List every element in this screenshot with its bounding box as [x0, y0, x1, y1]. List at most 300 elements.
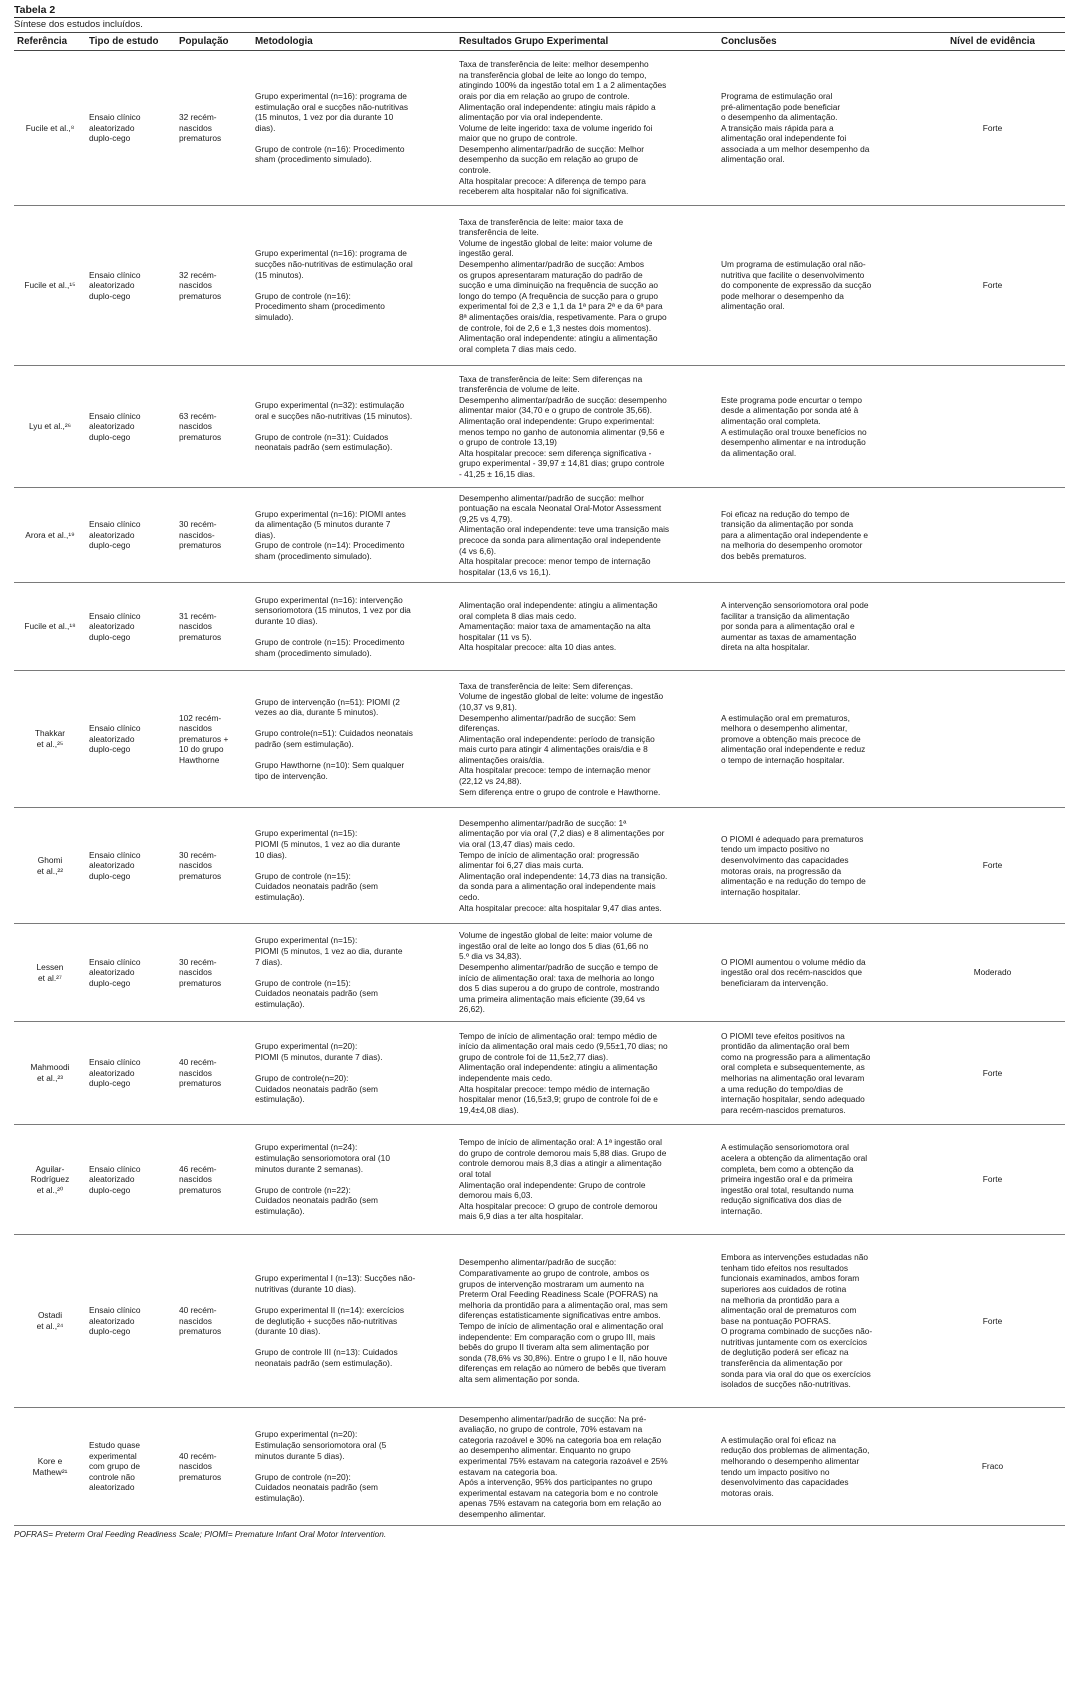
- cell-text-line: Ensaio clínico: [89, 1163, 141, 1174]
- cell-text-line: Grupo de controle (n=16): Procedimento: [255, 143, 405, 154]
- cell-text-line: Alimentação oral independente: atingiu a alimentação: [459, 333, 658, 344]
- cell-text-line: neonatais padrão (sem estimulação).: [255, 442, 393, 453]
- cell-text-line: alimentar maior (34,70 e o grupo de controle 35,66).: [459, 405, 652, 416]
- cell-text-line: nascidos: [179, 621, 212, 632]
- cell-text-line: desempenho alimentar.: [459, 1508, 546, 1519]
- cell-resultados: [456, 1235, 718, 1408]
- cell-text-line: Ensaio clínico: [89, 723, 141, 734]
- cell-text-line: Grupo experimental (n=32): estimulação: [255, 400, 405, 411]
- cell-text-line: redução dos problemas de alimentação,: [721, 1445, 870, 1456]
- cell-text-line: como na progressão para a alimentação: [721, 1051, 871, 1062]
- cell-text-line: aleatorizado: [89, 1174, 135, 1185]
- cell-text-line: [255, 750, 453, 761]
- cell-metodologia: [252, 51, 456, 206]
- cell-referencia: [14, 51, 86, 206]
- cell-text-line: alimentação oral de prematuros com: [721, 1305, 857, 1316]
- cell-text-line: prematuros: [179, 290, 222, 301]
- cell-text-line: sonda para via oral do que os exercícios: [721, 1368, 871, 1379]
- cell-nivel-evidencia: [920, 671, 1065, 808]
- cell-text-line: aleatorizado: [89, 1482, 135, 1493]
- cell-conclusoes: [718, 488, 920, 583]
- cell-text-line: Comparativamente ao grupo de controle, ambos os: [459, 1268, 650, 1279]
- cell-text-line: prematuros: [179, 1078, 222, 1089]
- cell-text-line: 32 recém-: [179, 112, 217, 123]
- cell-text-line: tendo um impacto positivo no: [721, 844, 830, 855]
- cell-tipo-estudo: [86, 671, 176, 808]
- cell-text-line: internação.: [721, 1205, 763, 1216]
- cell-text-line: alimentar foi 6,27 dias mais curta.: [459, 860, 584, 871]
- cell-text-line: Desempenho alimentar/padrão de sucção: Sem: [459, 712, 636, 723]
- cell-text-line: 10 dias).: [255, 849, 288, 860]
- cell-metodologia: [252, 206, 456, 366]
- cell-text-line: oral total: [459, 1168, 492, 1179]
- cell-text-line: cedo.: [459, 891, 480, 902]
- cell-text-line: Fucile et al.,¹⁸: [24, 621, 76, 632]
- cell-text-line: minutos durante 2 semanas).: [255, 1163, 364, 1174]
- cell-text-line: Alimentação oral independente: teve uma transição mais: [459, 524, 670, 535]
- cell-text-line: prematuros: [179, 631, 222, 642]
- cell-text-line: categoria razoável e 30% na categoria boa em relação: [459, 1434, 662, 1445]
- cell-text-line: Ensaio clínico: [89, 956, 141, 967]
- cell-text-line: oral completa 7 dias mais cedo.: [459, 343, 577, 354]
- cell-text-line: aumentar as taxas de amamentação: [721, 631, 857, 642]
- cell-text-line: orais por dia em relação ao grupo de controle.: [459, 90, 630, 101]
- cell-referencia: [14, 1022, 86, 1125]
- cell-text-line: 10 do grupo: [179, 744, 224, 755]
- cell-text-line: sucção e uma diminuição na frequência de sucção ao: [459, 280, 658, 291]
- cell-text-line: com grupo de: [89, 1461, 141, 1472]
- col-header-resultados: Resultados Grupo Experimental: [459, 36, 609, 47]
- cell-text-line: duplo-cego: [89, 870, 131, 881]
- cell-text-line: PIOMI (5 minutos, 1 vez ao dia durante: [255, 839, 401, 850]
- cell-text-line: Programa de estimulação oral: [721, 90, 833, 101]
- cell-text-line: Após a intervenção, 95% dos participantes no grupo: [459, 1477, 653, 1488]
- cell-text-line: (9,25 vs 4,79).: [459, 513, 513, 524]
- cell-populacao: [176, 51, 252, 206]
- table-row: [14, 1408, 1065, 1526]
- cell-text-line: experimental: [89, 1450, 137, 1461]
- cell-referencia: [14, 366, 86, 488]
- cell-text-line: Alta hospitalar precoce: alta 10 dias antes.: [459, 642, 617, 653]
- cell-text-line: [255, 1461, 453, 1472]
- cell-text-line: Desempenho alimentar/padrão de sucção: desempenho: [459, 394, 667, 405]
- cell-text-line: Ensaio clínico: [89, 410, 141, 421]
- cell-resultados: [456, 488, 718, 583]
- cell-text-line: superiores aos cuidados de rotina: [721, 1283, 847, 1294]
- cell-text-line: duplo-cego: [89, 631, 131, 642]
- cell-text-line: Cuidados neonatais padrão (sem: [255, 988, 378, 999]
- cell-text-line: diferenças estatisticamente significativas entre ambos.: [459, 1310, 661, 1321]
- cell-text-line: os grupos apresentaram maturação do padrão de: [459, 269, 643, 280]
- cell-text-line: et al.,²⁴: [36, 1321, 64, 1331]
- cell-text-line: pontuação na escala Neonatal Oral-Motor Assessment: [459, 503, 662, 514]
- cell-metodologia: [252, 808, 456, 924]
- table-row: [14, 1125, 1065, 1235]
- cell-text-line: apenas 75% estavam na categoria bom em relação ao: [459, 1498, 662, 1509]
- cell-text-line: 5.º dia vs 34,83).: [459, 951, 522, 962]
- cell-text-line: Foi eficaz na redução do tempo de: [721, 508, 850, 519]
- cell-text-line: longo do tempo (A frequência de sucção para o grupo: [459, 290, 658, 301]
- cell-text-line: (4 vs 6,6).: [459, 545, 497, 556]
- cell-text-line: grupo de controle foi de 11,5±2,77 dias).: [459, 1051, 609, 1062]
- cell-text-line: (durante 10 dias).: [255, 1326, 321, 1337]
- cell-text-line: Grupo de controle (n=16):: [255, 290, 351, 301]
- cell-text-line: Thakkar: [34, 728, 66, 739]
- cell-text-line: 8ª alimentações orais/dia, respetivamente. Para o grupo: [459, 311, 667, 322]
- cell-text-line: Ensaio clínico: [89, 1305, 141, 1316]
- cell-text-line: sham (procedimento simulado).: [255, 550, 372, 561]
- cell-text-line: 19,4±4,08 dias).: [459, 1104, 519, 1115]
- cell-text-line: 30 recém-: [179, 519, 217, 530]
- cell-text-line: vezes ao dia, durante 5 minutos).: [255, 707, 379, 718]
- cell-text-line: desde a alimentação por sonda até à: [721, 405, 859, 416]
- cell-text-line: Este programa pode encurtar o tempo: [721, 394, 862, 405]
- cell-populacao: [176, 206, 252, 366]
- cell-text-line: ingestão oral de leite ao longo dos 5 dias (61,66 no: [459, 940, 649, 951]
- cell-text-line: prematuros +: [179, 733, 229, 744]
- cell-text-line: O programa combinado de sucções não-: [721, 1326, 873, 1337]
- cell-text-line: A estimulação oral foi eficaz na: [721, 1434, 837, 1445]
- cell-text-line: experimental foi de 2,3 e 1,1 da 1ª para 2ª e da 6ª para: [459, 301, 663, 312]
- cell-resultados: [456, 924, 718, 1022]
- col-header-metodologia: Metodologia: [255, 36, 313, 47]
- cell-text-line: prematuros: [179, 1471, 222, 1482]
- cell-text-line: Aguilar-: [35, 1163, 65, 1174]
- cell-text-line: prontidão da alimentação oral bem: [721, 1041, 850, 1052]
- cell-text-line: Lessen: [36, 961, 64, 972]
- cell-text-line: da sonda para a alimentação oral independente mais: [459, 881, 656, 892]
- cell-nivel-evidencia: Forte: [982, 1315, 1003, 1326]
- cell-text-line: experimental 75% estavam na categoria razoável e 25%: [459, 1455, 668, 1466]
- cell-text-line: 32 recém-: [179, 269, 217, 280]
- cell-text-line: Alimentação oral independente: 14,73 dias na transição.: [459, 870, 668, 881]
- cell-text-line: na melhoria do desempenho oromotor: [721, 540, 863, 551]
- cell-referencia: [14, 1235, 86, 1408]
- table-header-row: [14, 33, 1065, 51]
- cell-text-line: [255, 280, 453, 291]
- cell-text-line: 40 recém-: [179, 1450, 217, 1461]
- cell-text-line: nascidos: [179, 122, 212, 133]
- cell-referencia: [14, 583, 86, 671]
- cell-text-line: Grupo experimental (n=16): programa de: [255, 90, 407, 101]
- cell-conclusoes: [718, 51, 920, 206]
- cell-text-line: transição da alimentação por sonda: [721, 519, 854, 530]
- cell-text-line: prematuros: [179, 540, 222, 551]
- cell-metodologia: [252, 1022, 456, 1125]
- cell-text-line: duplo-cego: [89, 977, 131, 988]
- cell-tipo-estudo: [86, 366, 176, 488]
- cell-text-line: dias).: [255, 122, 276, 133]
- cell-text-line: alimentação oral.: [721, 301, 785, 312]
- cell-text-line: Tempo de início de alimentação oral: progressão: [459, 849, 639, 860]
- cell-text-line: ingestão oral dos recém-nascidos que: [721, 967, 862, 978]
- cell-text-line: melhorias na alimentação oral levaram: [721, 1073, 865, 1083]
- cell-referencia: [14, 924, 86, 1022]
- cell-metodologia: [252, 1235, 456, 1408]
- cell-text-line: Cuidados neonatais padrão (sem: [255, 1195, 378, 1206]
- cell-text-line: Mahmoodi: [30, 1062, 70, 1073]
- cell-text-line: - 41,25 ± 16,15 dias.: [459, 468, 536, 479]
- cell-referencia: [14, 488, 86, 583]
- cell-text-line: aleatorizado: [89, 621, 135, 632]
- cell-text-line: Alimentação oral independente: atingiu mais rápido a: [459, 101, 656, 112]
- cell-text-line: aleatorizado: [89, 280, 135, 291]
- cell-nivel-evidencia: Forte: [982, 1067, 1003, 1078]
- cell-text-line: Volume de ingestão global de leite: maior volume de: [459, 237, 653, 248]
- cell-text-line: aleatorizado: [89, 1067, 135, 1078]
- cell-text-line: da alimentação (5 minutos durante 7: [255, 519, 391, 530]
- cell-text-line: sonda (78,6% vs 30,8%). Entre o grupo I e II, não houve: [459, 1352, 668, 1363]
- cell-text-line: hospitalar menor (16,5±3,9; grupo de controle foi de e: [459, 1094, 658, 1105]
- cell-text-line: Estudo quase: [89, 1440, 141, 1451]
- cell-text-line: prematuros: [179, 1184, 222, 1195]
- cell-text-line: Cuidados neonatais padrão (sem: [255, 1482, 378, 1493]
- cell-text-line: desempenho alimentar e na introdução: [721, 437, 866, 448]
- cell-text-line: Alta hospitalar precoce: sem diferença significativa -: [459, 447, 652, 458]
- cell-text-line: durante 10 dias).: [255, 615, 318, 626]
- cell-text-line: alimentação por via oral independente.: [459, 112, 603, 123]
- cell-text-line: Grupo de controle(n=20):: [255, 1073, 349, 1083]
- cell-resultados: [456, 583, 718, 671]
- cell-text-line: receberem alta hospitalar não foi significativa.: [459, 186, 629, 197]
- cell-text-line: a uma redução do tempo/dias de: [721, 1083, 843, 1094]
- cell-text-line: Embora as intervenções estudadas não: [721, 1252, 869, 1263]
- cell-text-line: Alta hospitalar precoce: O grupo de controle demorou: [459, 1200, 658, 1211]
- cell-text-line: associada a um melhor desempenho da: [721, 143, 870, 154]
- cell-text-line: Estimulação sensoriomotora oral (5: [255, 1440, 387, 1451]
- table-footnote: POFRAS= Preterm Oral Feeding Readiness Scale; PIOMI= Premature Infant Oral Motor Intervention.: [14, 1529, 387, 1539]
- cell-text-line: Procedimento sham (procedimento: [255, 301, 385, 312]
- cell-text-line: [255, 627, 453, 638]
- cell-text-line: nascidos: [179, 280, 212, 291]
- cell-text-line: transferência de leite.: [459, 227, 539, 238]
- cell-text-line: Mathew²¹: [32, 1466, 68, 1477]
- cell-text-line: et al.²⁷: [38, 972, 62, 983]
- cell-text-line: A estimulação oral trouxe benefícios no: [721, 426, 867, 437]
- cell-text-line: nascidos-: [179, 529, 215, 540]
- cell-resultados: [456, 671, 718, 808]
- cell-text-line: Grupo experimental (n=24):: [255, 1142, 358, 1153]
- col-header-referencia: Referência: [17, 36, 68, 47]
- cell-text-line: 46 recém-: [179, 1163, 217, 1174]
- cell-text-line: duplo-cego: [89, 1326, 131, 1337]
- cell-text-line: (15 minutos).: [255, 269, 304, 280]
- cell-text-line: Tempo de início de alimentação oral: tempo médio de: [459, 1030, 658, 1041]
- cell-nivel-evidencia: Forte: [982, 860, 1003, 871]
- cell-text-line: aleatorizado: [89, 733, 135, 744]
- cell-text-line: Grupo experimental (n=16): intervenção: [255, 594, 403, 605]
- studies-table: [14, 32, 1065, 1526]
- cell-text-line: Volume de ingestão global de leite: volume de ingestão: [459, 691, 664, 702]
- cell-text-line: melhorando o desempenho alimentar: [721, 1455, 860, 1466]
- cell-text-line: Ensaio clínico: [89, 112, 141, 123]
- cell-resultados: [456, 1125, 718, 1235]
- table-row: [14, 206, 1065, 366]
- cell-text-line: duplo-cego: [89, 431, 131, 442]
- cell-conclusoes: [718, 366, 920, 488]
- cell-text-line: independente: Em comparação com o grupo III, mais: [459, 1331, 656, 1342]
- table-row: [14, 808, 1065, 924]
- cell-text-line: O PIOMI aumentou o volume médio da: [721, 956, 866, 967]
- cell-text-line: desenvolvimento das capacidades: [721, 1477, 849, 1488]
- cell-resultados: [456, 206, 718, 366]
- cell-text-line: 31 recém-: [179, 610, 217, 621]
- cell-text-line: nutritiva que facilite o desenvolvimento: [721, 269, 865, 280]
- cell-text-line: [255, 1337, 453, 1348]
- cell-text-line: Alimentação oral independente: atingiu a alimentação: [459, 600, 658, 611]
- cell-text-line: de controle, foi de 2,6 e 1,3 nestes dois momentos).: [459, 322, 652, 333]
- cell-resultados: [456, 366, 718, 488]
- cell-text-line: [255, 718, 453, 729]
- cell-text-line: avaliação, no grupo de controle, 70% estavam na: [459, 1424, 643, 1435]
- cell-populacao: [176, 1125, 252, 1235]
- cell-text-line: Desempenho alimentar/padrão de sucção:: [459, 1257, 617, 1268]
- cell-resultados: [456, 808, 718, 924]
- cell-text-line: Desempenho alimentar/padrão de sucção: Melhor: [459, 143, 645, 154]
- cell-populacao: [176, 583, 252, 671]
- table-title: Tabela 2: [14, 4, 56, 16]
- table-row: [14, 1235, 1065, 1408]
- cell-text-line: precoce da sonda para alimentação oral independente: [459, 535, 661, 545]
- cell-text-line: PIOMI (5 minutos, durante 7 dias).: [255, 1051, 383, 1062]
- cell-text-line: 40 recém-: [179, 1057, 217, 1068]
- cell-text-line: para recém-nascidos prematuros.: [721, 1104, 846, 1115]
- cell-nivel-evidencia: Forte: [982, 122, 1003, 133]
- cell-text-line: de deglutição + sucções não-nutritivas: [255, 1315, 398, 1326]
- cell-text-line: Preterm Oral Feeding Readiness Scale (POFRAS) na: [459, 1289, 658, 1300]
- cell-text-line: transferência de volume de leite.: [459, 384, 580, 395]
- cell-text-line: direta na alta hospitalar.: [721, 642, 810, 653]
- cell-conclusoes: [718, 206, 920, 366]
- cell-tipo-estudo: [86, 1235, 176, 1408]
- cell-tipo-estudo: [86, 51, 176, 206]
- cell-text-line: nascidos: [179, 1315, 212, 1326]
- cell-referencia: [14, 1125, 86, 1235]
- cell-text-line: Volume de ingestão global de leite: maior volume de: [459, 930, 653, 941]
- cell-text-line: alimentação oral completa.: [721, 415, 821, 426]
- cell-text-line: sham (procedimento simulado).: [255, 647, 372, 658]
- cell-text-line: ao desempenho alimentar. Enquanto no grupo: [459, 1445, 631, 1456]
- cell-text-line: O PIOMI é adequado para prematuros: [721, 833, 864, 844]
- cell-text-line: grupo experimental - 39,97 ± 14,81 dias; grupo controle: [459, 458, 665, 469]
- document-page: [14, 4, 1065, 1540]
- cell-text-line: Alta hospitalar precoce: tempo de internação menor: [459, 765, 651, 776]
- cell-text-line: do componente de expressão da sucção: [721, 280, 872, 291]
- cell-text-line: duplo-cego: [89, 540, 131, 551]
- cell-text-line: estimulação oral e sucções não-nutritivas: [255, 101, 409, 112]
- cell-text-line: Grupo experimental (n=20):: [255, 1429, 358, 1440]
- cell-text-line: Alta hospitalar precoce: A diferença de tempo para: [459, 175, 646, 186]
- cell-text-line: Grupo experimental (n=15):: [255, 828, 358, 839]
- cell-text-line: acelera a obtenção da alimentação oral: [721, 1153, 868, 1164]
- cell-text-line: desenvolvimento das capacidades: [721, 854, 849, 865]
- cell-text-line: Grupo experimental (n=16): programa de: [255, 248, 407, 259]
- cell-text-line: Cuidados neonatais padrão (sem: [255, 1083, 378, 1094]
- cell-text-line: nutritivas juntamente com os exercícios: [721, 1336, 868, 1347]
- cell-text-line: Alta hospitalar precoce: tempo médio de internação: [459, 1083, 650, 1094]
- cell-text-line: Grupo experimental (n=20):: [255, 1041, 358, 1052]
- cell-text-line: A estimulação oral em prematuros,: [721, 712, 850, 723]
- cell-text-line: na transferência global de leite ao longo do tempo,: [459, 69, 647, 80]
- cell-text-line: nascidos: [179, 1067, 212, 1078]
- cell-text-line: Desempenho alimentar/padrão de sucção: 1ª: [459, 817, 627, 828]
- cell-text-line: [255, 1062, 453, 1073]
- cell-text-line: oral completa e subsequentemente, as: [721, 1062, 865, 1073]
- cell-text-line: melhoria da prontidão para a alimentação oral, mas sem: [459, 1299, 668, 1310]
- table-caption: Síntese dos estudos incluídos.: [14, 19, 143, 30]
- cell-text-line: Ostadi: [37, 1310, 63, 1321]
- cell-text-line: dias).: [255, 529, 276, 540]
- cell-text-line: (22,12 vs 24,88).: [459, 776, 522, 787]
- cell-referencia: [14, 206, 86, 366]
- cell-text-line: completa, bem como a obtenção da: [721, 1163, 854, 1174]
- cell-text-line: duplo-cego: [89, 1078, 131, 1089]
- cell-text-line: estimulação).: [255, 1492, 305, 1503]
- cell-text-line: para a alimentação oral independente e: [721, 529, 869, 540]
- table-row: [14, 924, 1065, 1022]
- cell-populacao: [176, 488, 252, 583]
- table-row: [14, 51, 1065, 206]
- cell-referencia: [14, 671, 86, 808]
- cell-text-line: Alta hospitalar precoce: alta hospitalar 9,47 dias antes.: [459, 902, 662, 913]
- cell-text-line: do grupo de controle demorou mais 5,88 dias. Grupo de: [459, 1147, 667, 1158]
- cell-text-line: dos 5 dias superou a do grupo de controle, mostrando: [459, 983, 660, 994]
- table-row: [14, 366, 1065, 488]
- cell-text-line: Tempo de início de alimentação oral: A 1ª ingestão oral: [459, 1137, 662, 1148]
- cell-text-line: Tempo de início de alimentação oral e alimentação oral: [459, 1321, 664, 1331]
- cell-text-line: tipo de intervenção.: [255, 770, 328, 781]
- cell-text-line: via oral (13,47 dias) mais cedo.: [459, 839, 575, 850]
- cell-text-line: bebês do grupo II tiveram alta sem alimentação por: [459, 1342, 650, 1353]
- cell-text-line: estimulação).: [255, 1094, 305, 1105]
- cell-text-line: Taxa de transferência de leite: Sem diferenças na: [459, 373, 643, 384]
- cell-text-line: início de alimentação oral: taxa de melhoria ao longo: [459, 972, 655, 983]
- cell-tipo-estudo: [86, 206, 176, 366]
- cell-text-line: nascidos: [179, 723, 212, 734]
- cell-text-line: sensoriomotora (15 minutos, 1 vez por dia: [255, 605, 411, 616]
- table-row: [14, 1022, 1065, 1125]
- cell-text-line: prematuros: [179, 133, 222, 144]
- cell-text-line: Alimentação oral independente: Grupo de controle: [459, 1179, 646, 1190]
- cell-resultados: [456, 1408, 718, 1526]
- cell-text-line: atingindo 100% da ingestão total em 1 a 2 alimentações: [459, 80, 667, 91]
- table-row: [14, 671, 1065, 808]
- cell-text-line: Ensaio clínico: [89, 269, 141, 280]
- cell-conclusoes: [718, 1125, 920, 1235]
- cell-metodologia: [252, 488, 456, 583]
- cell-tipo-estudo: [86, 583, 176, 671]
- cell-text-line: Taxa de transferência de leite: Sem diferenças.: [459, 680, 633, 691]
- cell-text-line: Grupo de controle (n=20):: [255, 1471, 351, 1482]
- table-row: [14, 488, 1065, 583]
- cell-text-line: aleatorizado: [89, 860, 135, 871]
- cell-text-line: PIOMI (5 minutos, 1 vez ao dia, durante: [255, 946, 403, 957]
- cell-text-line: estimulação).: [255, 891, 305, 902]
- cell-text-line: Fucile et al.,⁸: [25, 122, 75, 133]
- cell-text-line: 30 recém-: [179, 849, 217, 860]
- cell-nivel-evidencia: Forte: [982, 280, 1003, 291]
- cell-text-line: [255, 133, 453, 144]
- cell-text-line: Grupo de intervenção (n=51): PIOMI (2: [255, 696, 400, 707]
- cell-text-line: base na pontuação POFRAS.: [721, 1315, 831, 1326]
- cell-text-line: independente mais cedo.: [459, 1073, 553, 1083]
- cell-text-line: Grupo de controle (n=22):: [255, 1184, 351, 1195]
- cell-text-line: nascidos: [179, 967, 212, 978]
- cell-text-line: duplo-cego: [89, 744, 131, 755]
- cell-tipo-estudo: [86, 1125, 176, 1235]
- table-row: [14, 583, 1065, 671]
- cell-populacao: [176, 671, 252, 808]
